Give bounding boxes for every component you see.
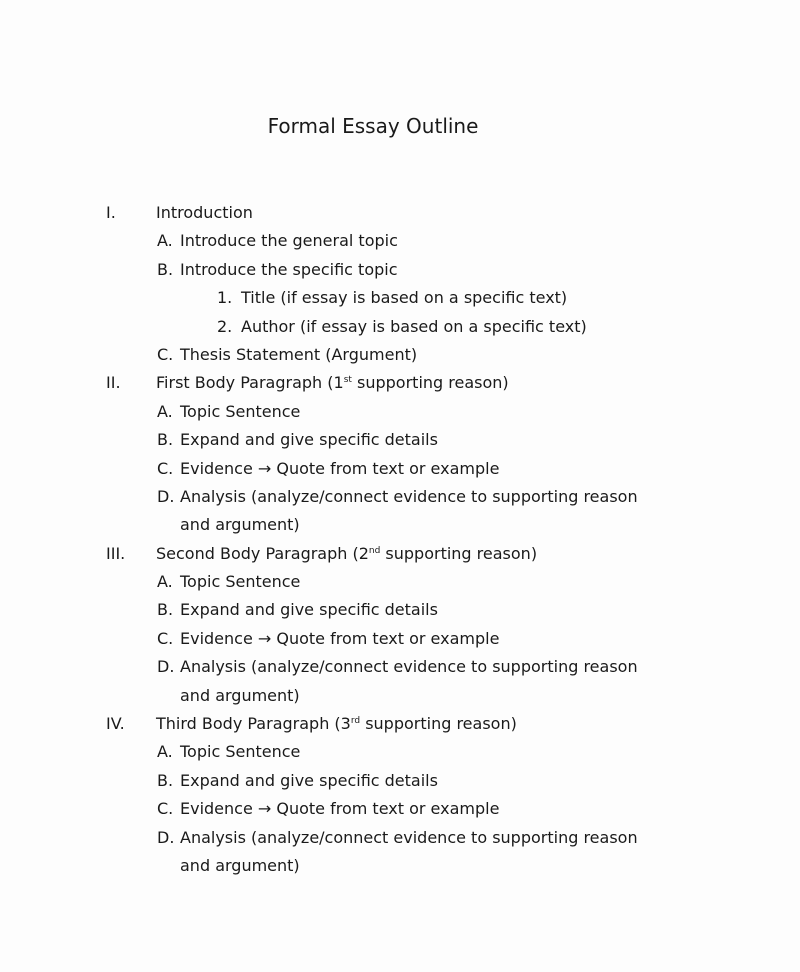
- item-number: A.: [157, 742, 173, 762]
- item-text: and argument): [180, 515, 300, 535]
- item-number: C.: [157, 458, 174, 478]
- item-number: D.: [157, 486, 175, 506]
- outline-item: [0, 795, 800, 823]
- item-text: Expand and give specific details: [180, 770, 438, 790]
- section-title: [156, 710, 517, 738]
- item-text: Expand and give specific details: [180, 600, 438, 620]
- item-number: C.: [157, 344, 174, 364]
- item-text: Analysis (analyze/connect evidence to supporting reason: [180, 827, 638, 847]
- item-text: Expand and give specific details: [180, 430, 438, 450]
- outline-list: [0, 199, 800, 880]
- outline-item: [0, 738, 800, 766]
- section-title: [156, 369, 509, 397]
- item-text: Evidence → Quote from text or example: [180, 628, 500, 648]
- item-text: Topic Sentence: [180, 742, 301, 762]
- outline-item: [0, 455, 800, 483]
- outline-item: [0, 824, 800, 852]
- item-text: and argument): [180, 855, 300, 875]
- item-text: Analysis (analyze/connect evidence to supporting reason: [180, 486, 638, 506]
- section-heading: [0, 540, 800, 568]
- item-text: Topic Sentence: [180, 572, 301, 592]
- section-title-text: Introduction: [156, 203, 253, 222]
- item-text: and argument): [180, 685, 300, 705]
- item-number: A.: [157, 401, 173, 421]
- item-number: C.: [157, 628, 174, 648]
- ordinal-suffix: st: [343, 375, 352, 386]
- section-title-rest: supporting reason): [380, 543, 538, 563]
- item-text: Introduce the general topic: [180, 231, 398, 251]
- section-title: [156, 199, 253, 227]
- outline-item: [0, 568, 800, 596]
- section-heading: [0, 710, 800, 738]
- section-number: II.: [106, 373, 121, 393]
- outline-item: [0, 682, 800, 710]
- item-number: B.: [157, 770, 174, 790]
- outline-item: [0, 341, 800, 369]
- item-number: D.: [157, 827, 175, 847]
- item-number: A.: [157, 231, 173, 251]
- section-heading: [0, 199, 800, 227]
- item-text: Evidence → Quote from text or example: [180, 458, 500, 478]
- outline-item: [0, 426, 800, 454]
- item-text: Author (if essay is based on a specific text): [241, 316, 587, 336]
- outline-item: [0, 313, 800, 341]
- ordinal-suffix: rd: [350, 716, 361, 727]
- item-text: Introduce the specific topic: [180, 259, 398, 279]
- item-number: B.: [157, 430, 174, 450]
- section-title: [156, 540, 537, 568]
- item-number: A.: [157, 572, 173, 592]
- item-number: B.: [157, 600, 174, 620]
- outline-item: [0, 852, 800, 880]
- outline-item: [0, 596, 800, 624]
- outline-item: [0, 256, 800, 284]
- outline-item: [0, 284, 800, 312]
- document-title: Formal Essay Outline: [267, 114, 479, 138]
- item-number: 2.: [217, 316, 233, 336]
- section-title-rest: supporting reason): [360, 714, 517, 734]
- ordinal-suffix: nd: [368, 545, 381, 556]
- item-text: Thesis Statement (Argument): [180, 344, 418, 364]
- outline-item: [0, 483, 800, 511]
- item-text: Analysis (analyze/connect evidence to supporting reason: [180, 657, 638, 677]
- section-title-text: Third Body Paragraph (3: [156, 714, 351, 734]
- outline-item: [0, 511, 800, 539]
- item-text: Topic Sentence: [180, 401, 301, 421]
- outline-item: [0, 653, 800, 681]
- outline-item: [0, 227, 800, 255]
- outline-item: [0, 767, 800, 795]
- section-title-rest: supporting reason): [351, 373, 509, 393]
- item-number: 1.: [217, 288, 233, 308]
- item-number: B.: [157, 259, 174, 279]
- item-number: D.: [157, 657, 175, 677]
- item-text: Evidence → Quote from text or example: [180, 799, 500, 819]
- section-title-text: Second Body Paragraph (2: [156, 543, 369, 563]
- section-number: I.: [106, 203, 116, 222]
- item-text: Title (if essay is based on a specific text): [241, 288, 568, 308]
- outline-item: [0, 625, 800, 653]
- item-number: C.: [157, 799, 174, 819]
- section-heading: [0, 369, 800, 397]
- section-title-text: First Body Paragraph (1: [156, 373, 344, 393]
- outline-item: [0, 398, 800, 426]
- section-number: III.: [106, 543, 126, 563]
- section-number: IV.: [106, 714, 125, 734]
